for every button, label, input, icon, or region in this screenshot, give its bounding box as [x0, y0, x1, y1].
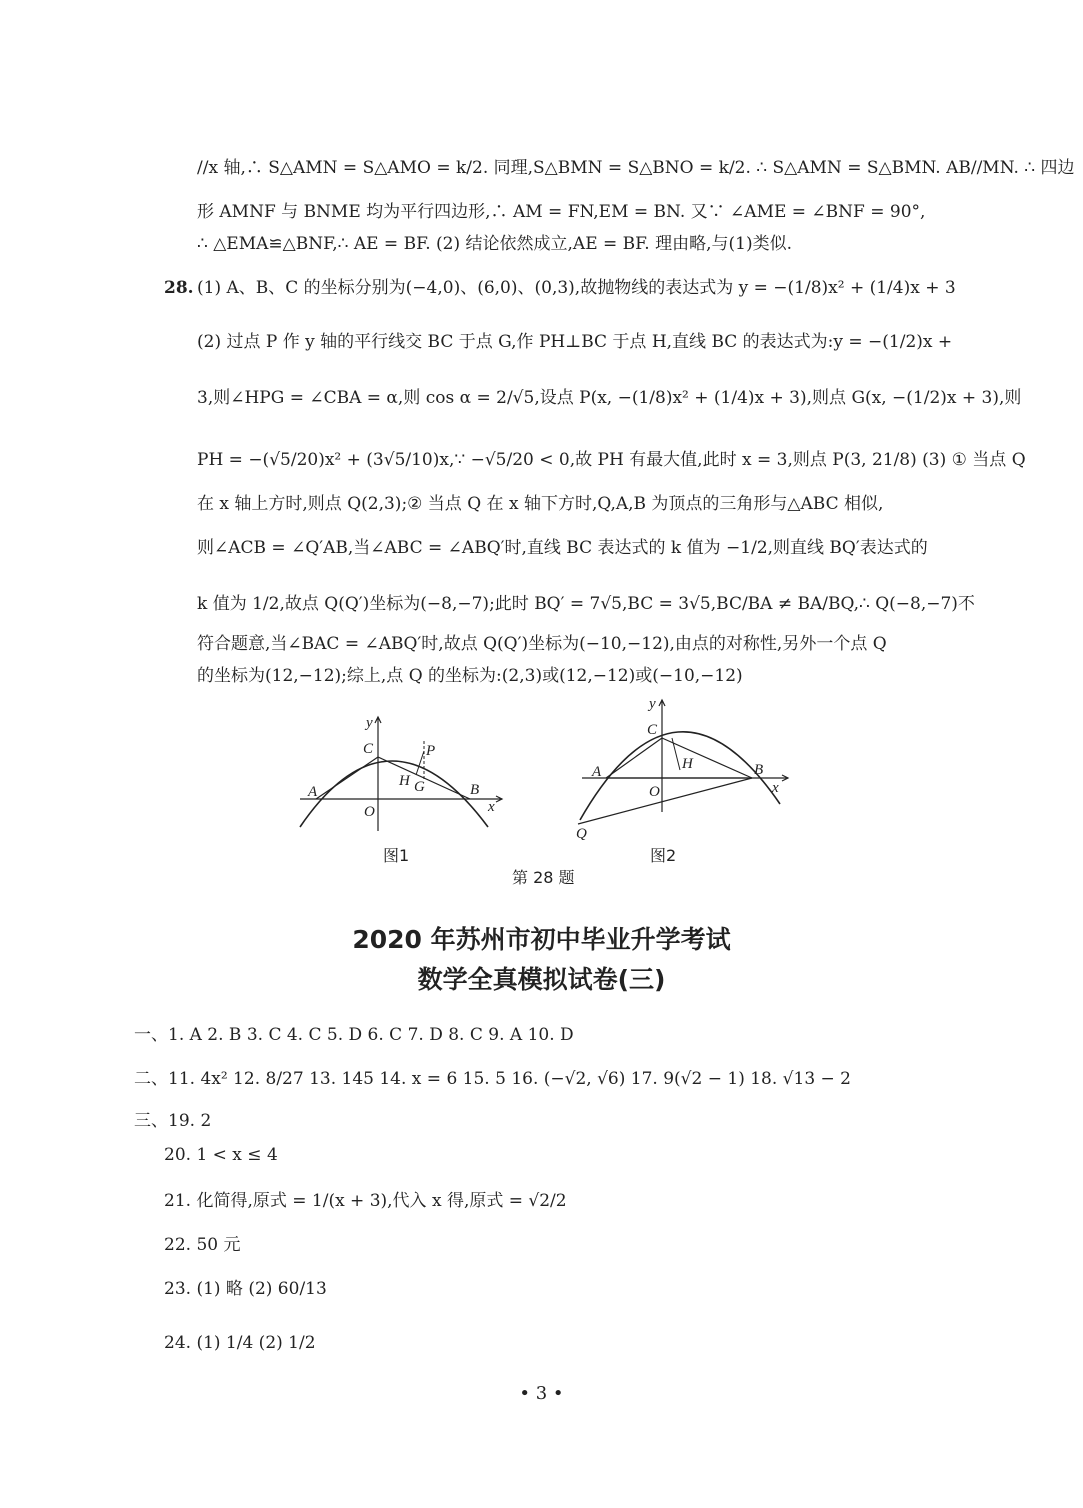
fig1-label-b: B [470, 782, 480, 798]
q28-line-2: (2) 过点 P 作 y 轴的平行线交 BC 于点 G,作 PH⊥BC 于点 H,直线 BC 的表达式为:y = −(1/2)x + [197, 332, 953, 352]
fig2-line-ch [672, 738, 680, 770]
answers-section-3: 三、19. 2 [134, 1111, 212, 1131]
answers-section-2: 二、11. 4x² 12. 8/27 13. 145 14. x = 6 15. 5 16. (−√2, √6) 17. 9(√2 − 1) 18. √13 − 2 [134, 1069, 851, 1089]
q28-number: 28. [164, 278, 194, 298]
fig2-line-qb [578, 778, 752, 824]
fig2-label-x: x [772, 780, 779, 796]
figure-1-label: 图1 [383, 846, 410, 865]
fig2-label-y: y [649, 696, 656, 712]
fig2-parabola [580, 732, 780, 820]
fig1-line-ph [416, 751, 424, 775]
answer-20: 20. 1 < x ≤ 4 [164, 1145, 278, 1165]
q28-line-9: 的坐标为(12,−12);综上,点 Q 的坐标为:(2,3)或(12,−12)或(−10,−12) [197, 666, 743, 686]
q28-line-4: PH = −(√5/20)x² + (3√5/10)x,∵ −√5/20 < 0,故 PH 有最大值,此时 x = 3,则点 P(3, 21/8) (3) ① 当点 Q [197, 450, 1026, 470]
fig1-label-o: O [364, 804, 375, 820]
fig1-label-x: x [488, 799, 495, 815]
fig1-label-c: C [363, 741, 374, 757]
exam-title-line-2: 数学全真模拟试卷(三) [417, 965, 666, 994]
fig2-label-h: H [682, 756, 693, 772]
q27-line-2: 形 AMNF 与 BNME 均为平行四边形,∴ AM = FN,EM = BN. 又∵ ∠AME = ∠BNF = 90°, [197, 202, 926, 222]
answer-23: 23. (1) 略 (2) 60/13 [164, 1279, 327, 1299]
q28-line-7: k 值为 1/2,故点 Q(Q′)坐标为(−8,−7);此时 BQ′ = 7√5,BC = 3√5,BC/BA ≠ BA/BQ,∴ Q(−8,−7)不 [197, 594, 975, 614]
fig2-line-ac [606, 738, 662, 778]
fig1-label-g: G [414, 779, 425, 795]
fig2-label-q: Q [576, 826, 587, 840]
q28-line-8: 符合题意,当∠BAC = ∠ABQ′时,故点 Q(Q′)坐标为(−10,−12),由点的对称性,另外一个点 Q [197, 634, 887, 654]
fig2-label-o: O [649, 784, 660, 800]
q28-line-3: 3,则∠HPG = ∠CBA = α,则 cos α = 2/√5,设点 P(x, −(1/8)x² + (1/4)x + 3),则点 G(x, −(1/2)x + 3),则 [197, 388, 1022, 408]
answer-21: 21. 化简得,原式 = 1/(x + 3),代入 x 得,原式 = √2/2 [164, 1191, 567, 1211]
page-number: • 3 • [519, 1383, 564, 1404]
fig1-label-y: y [366, 715, 373, 731]
answer-24: 24. (1) 1/4 (2) 1/2 [164, 1333, 316, 1353]
fig2-label-b: B [754, 762, 764, 778]
q27-line-3: ∴ △EMA≌△BNF,∴ AE = BF. (2) 结论依然成立,AE = BF. 理由略,与(1)类似. [197, 234, 792, 254]
fig2-label-c: C [647, 722, 658, 738]
q27-line-1: //x 轴,∴ S△AMN = S△AMO = k/2. 同理,S△BMN = S△BNO = k/2. ∴ S△AMN = S△BMN. AB//MN. ∴ 四边 [197, 158, 1075, 178]
figure-caption: 第 28 题 [512, 868, 575, 887]
figure-1 [290, 705, 520, 835]
fig1-line-ac [316, 757, 378, 799]
figure-2-label: 图2 [650, 846, 677, 865]
answers-section-1: 一、1. A 2. B 3. C 4. C 5. D 6. C 7. D 8. C 9. A 10. D [134, 1025, 574, 1045]
fig2-line-cb [662, 738, 752, 778]
q28-line-1: (1) A、B、C 的坐标分别为(−4,0)、(6,0)、(0,3),故抛物线的表达式为 y = −(1/8)x² + (1/4)x + 3 [197, 278, 956, 298]
exam-title-line-1: 2020 年苏州市初中毕业升学考试 [352, 925, 731, 954]
fig2-label-a: A [592, 764, 602, 780]
q28-line-5: 在 x 轴上方时,则点 Q(2,3);② 当点 Q 在 x 轴下方时,Q,A,B 为顶点的三角形与△ABC 相似, [197, 494, 884, 514]
figure-2 [566, 692, 796, 840]
q28-line-6: 则∠ACB = ∠Q′AB,当∠ABC = ∠ABQ′时,直线 BC 表达式的 k 值为 −1/2,则直线 BQ′表达式的 [197, 538, 928, 558]
fig1-label-h: H [399, 773, 410, 789]
fig1-label-a: A [308, 784, 318, 800]
answer-22: 22. 50 元 [164, 1235, 241, 1255]
fig1-label-p: P [426, 743, 436, 759]
